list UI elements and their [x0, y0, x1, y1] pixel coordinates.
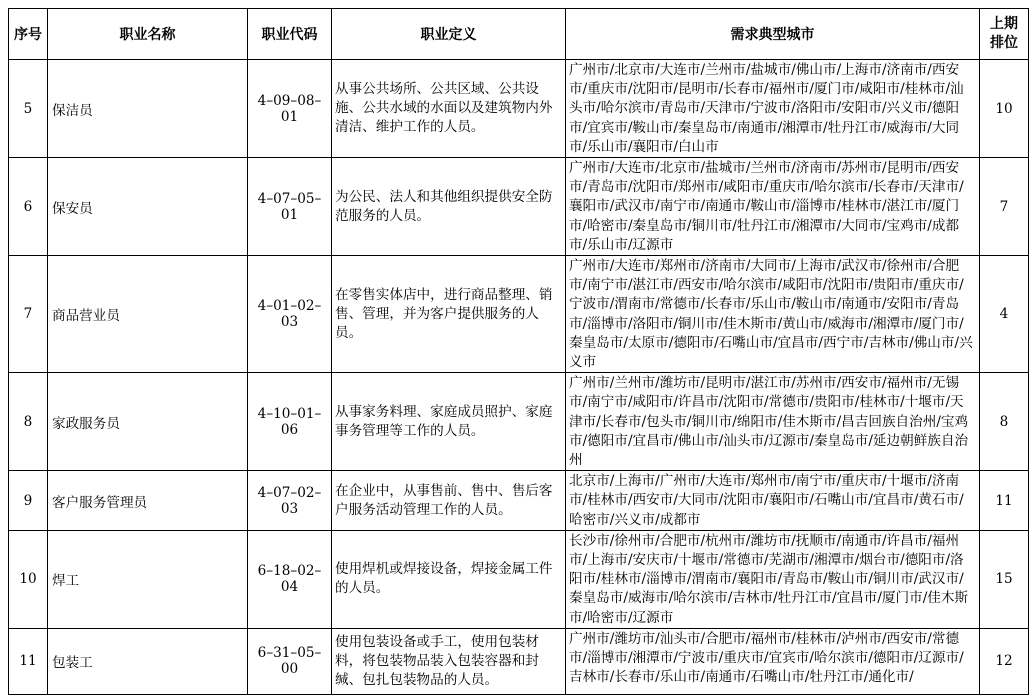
cell-occupation-definition: 在零售实体店中，进行商品整理、销售、管理，并为客户提供服务的人员。 — [332, 256, 566, 373]
cell-occupation-code: 4–07–05–01 — [248, 158, 332, 256]
table-row — [9, 373, 1029, 471]
cell-occupation-name: 保洁员 — [48, 60, 248, 158]
cell-no: 7 — [9, 256, 48, 373]
table-row — [9, 256, 1029, 373]
table-row — [9, 471, 1029, 531]
header-occupation-definition: 职业定义 — [332, 9, 566, 60]
header-no: 序号 — [9, 9, 48, 60]
header-occupation-code: 职业代码 — [248, 9, 332, 60]
header-occupation-name: 职业名称 — [48, 9, 248, 60]
cell-no: 6 — [9, 158, 48, 256]
cell-no: 9 — [9, 471, 48, 531]
table-row — [9, 60, 1029, 158]
cell-previous-rank: 4 — [980, 256, 1029, 373]
cell-previous-rank: 15 — [980, 530, 1029, 628]
cell-no: 5 — [9, 60, 48, 158]
occupation-demand-table — [8, 8, 1029, 695]
cell-no: 8 — [9, 373, 48, 471]
cell-previous-rank: 8 — [980, 373, 1029, 471]
cell-occupation-code: 6–18–02–04 — [248, 530, 332, 628]
cell-typical-cities: 广州市/潍坊市/汕头市/合肥市/福州市/桂林市/泸州市/西安市/常德市/淄博市/湘潭市/宁波市/重庆市/宜宾市/哈尔滨市/德阳市/辽源市/吉林市/长春市/乐山市/南通市/石嘴山市/牡丹江市/通化市/ — [566, 628, 980, 694]
cell-previous-rank: 7 — [980, 158, 1029, 256]
cell-occupation-code: 6–31–05–00 — [248, 628, 332, 694]
cell-occupation-code: 4–09–08–01 — [248, 60, 332, 158]
cell-typical-cities: 广州市/兰州市/潍坊市/昆明市/湛江市/苏州市/西安市/福州市/无锡市/南宁市/咸阳市/许昌市/沈阳市/常德市/贵阳市/桂林市/十堰市/天津市/长春市/包头市/铜川市/绵阳市/佳木斯市/昌吉回族自治州/宝鸡市/德阳市/宜昌市/佛山市/汕头市/辽源市/秦皇岛市/延边朝鲜族自治州 — [566, 373, 980, 471]
table-row — [9, 158, 1029, 256]
header-previous-rank — [980, 9, 1029, 60]
cell-no: 10 — [9, 530, 48, 628]
cell-typical-cities: 长沙市/徐州市/合肥市/杭州市/潍坊市/抚顺市/南通市/许昌市/福州市/上海市/安庆市/十堰市/常德市/芜湖市/湘潭市/烟台市/德阳市/洛阳市/桂林市/淄博市/渭南市/襄阳市/青岛市/鞍山市/铜川市/武汉市/秦皇岛市/威海市/哈尔滨市/吉林市/牡丹江市/宜昌市/厦门市/佳木斯市/哈密市/辽源市 — [566, 530, 980, 628]
cell-occupation-name: 包装工 — [48, 628, 248, 694]
cell-occupation-code: 4–01–02–03 — [248, 256, 332, 373]
cell-previous-rank: 11 — [980, 471, 1029, 531]
cell-previous-rank: 10 — [980, 60, 1029, 158]
cell-occupation-name: 商品营业员 — [48, 256, 248, 373]
cell-occupation-name: 焊工 — [48, 530, 248, 628]
cell-occupation-code: 4–10–01–06 — [248, 373, 332, 471]
table-row — [9, 530, 1029, 628]
cell-previous-rank: 12 — [980, 628, 1029, 694]
cell-occupation-definition: 为公民、法人和其他组织提供安全防范服务的人员。 — [332, 158, 566, 256]
cell-typical-cities: 广州市/北京市/大连市/兰州市/盐城市/佛山市/上海市/济南市/西安市/重庆市/沈阳市/昆明市/长春市/福州市/厦门市/咸阳市/桂林市/汕头市/哈尔滨市/青岛市/天津市/宁波市/洛阳市/安阳市/兴义市/德阳市/宜宾市/鞍山市/秦皇岛市/南通市/湘潭市/牡丹江市/威海市/大同市/乐山市/襄阳市/白山市 — [566, 60, 980, 158]
cell-typical-cities: 北京市/上海市/广州市/大连市/郑州市/南宁市/重庆市/十堰市/济南市/桂林市/西安市/大同市/沈阳市/襄阳市/石嘴山市/宜昌市/黄石市/哈密市/兴义市/成都市 — [566, 471, 980, 531]
cell-occupation-code: 4–07–02–03 — [248, 471, 332, 531]
table-row — [9, 628, 1029, 694]
cell-typical-cities: 广州市/大连市/北京市/盐城市/兰州市/济南市/苏州市/昆明市/西安市/青岛市/沈阳市/郑州市/咸阳市/重庆市/哈尔滨市/长春市/天津市/襄阳市/武汉市/南宁市/南通市/鞍山市/淄博市/桂林市/湛江市/厦门市/哈密市/秦皇岛市/铜川市/牡丹江市/湘潭市/大同市/宝鸡市/成都市/乐山市/辽源市 — [566, 158, 980, 256]
cell-occupation-name: 客户服务管理员 — [48, 471, 248, 531]
cell-occupation-definition: 从事家务料理、家庭成员照护、家庭事务管理等工作的人员。 — [332, 373, 566, 471]
cell-typical-cities: 广州市/大连市/郑州市/济南市/大同市/上海市/武汉市/徐州市/合肥市/南宁市/湛江市/西安市/哈尔滨市/咸阳市/沈阳市/贵阳市/重庆市/宁波市/渭南市/常德市/长春市/乐山市/鞍山市/南通市/安阳市/青岛市/淄博市/洛阳市/铜川市/佳木斯市/黄山市/威海市/湘潭市/厦门市/秦皇岛市/太原市/德阳市/石嘴山市/宜昌市/西宁市/吉林市/佛山市/兴义市 — [566, 256, 980, 373]
header-typical-cities: 需求典型城市 — [566, 9, 980, 60]
cell-occupation-definition: 从事公共场所、公共区域、公共设施、公共水域的水面以及建筑物内外清洁、维护工作的人员。 — [332, 60, 566, 158]
cell-occupation-name: 家政服务员 — [48, 373, 248, 471]
cell-occupation-name: 保安员 — [48, 158, 248, 256]
cell-occupation-definition: 在企业中，从事售前、售中、售后客户服务活动管理工作的人员。 — [332, 471, 566, 531]
header-rank-line1: 上期 — [990, 16, 1018, 32]
header-rank-line2: 排位 — [990, 35, 1018, 51]
cell-occupation-definition: 使用焊机或焊接设备，焊接金属工件的人员。 — [332, 530, 566, 628]
cell-no: 11 — [9, 628, 48, 694]
table-header-row — [9, 9, 1029, 60]
cell-occupation-definition: 使用包装设备或手工，使用包装材料，将包装物品装入包装容器和封缄、包扎包装物品的人员。 — [332, 628, 566, 694]
